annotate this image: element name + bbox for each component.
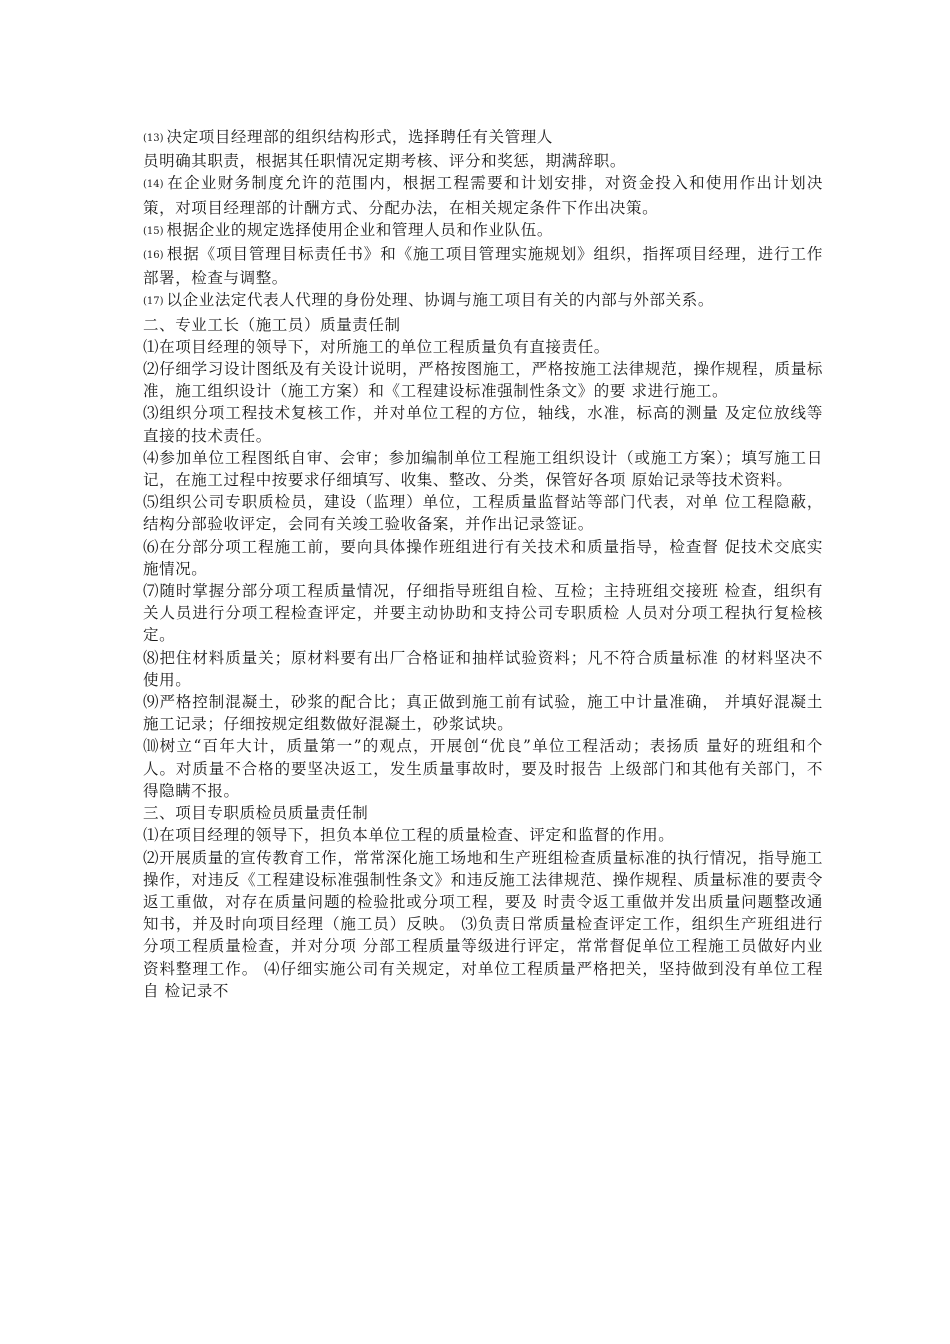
item-text: 员明确其职责，根据其任职情况定期考核、评分和奖惩，期满辞职。 xyxy=(143,152,627,171)
list-item xyxy=(143,824,823,846)
item-text: 参加单位工程图纸自审、会审；参加编制单位工程施工组织设计（或施工方案）；填写施工日记，在施工过程中按要求仔细填写、收集、整改、分类，保管好各项 原始记录等技术资料。 xyxy=(143,448,823,490)
section-heading xyxy=(143,314,823,336)
list-item xyxy=(143,289,823,313)
list-item xyxy=(143,447,823,491)
item-number: ⑸ xyxy=(143,493,160,512)
item-text: 在项目经理的领导下，对所施工的单位工程质量负有直接责任。 xyxy=(159,337,610,356)
item-text: 把住材料质量关；原材料要有出厂合格证和抽样试验资料；凡不符合质量标准 的材料坚决不使用。 xyxy=(143,648,823,689)
item-text: 随时掌握分部分项工程质量情况，仔细指导班组自检、互检；主持班组交接班 检查，组织有关人员进行分项工程检查评定，并要主动协助和支持公司专职质检 人员对分项工程执行复检核定。 xyxy=(143,582,823,645)
item-number: ⑺ xyxy=(143,582,160,601)
item-number: (14) xyxy=(143,179,164,191)
list-item xyxy=(143,691,823,735)
item-text: 决定项目经理部的组织结构形式，选择聘任有关管理人 xyxy=(166,128,553,146)
item-number: ⑼ xyxy=(143,693,160,712)
item-text: 组织分项工程技术复核工作，并对单位工程的方位，轴线，水准，标高的测量 及定位放线等直接的技术责任。 xyxy=(143,404,823,445)
item-text: 二、专业工长（施工员）质量责任制 xyxy=(143,315,401,334)
item-text: 在项目经理的领导下，担负本单位工程的质量检查、评定和监督的作用。 xyxy=(159,826,675,845)
item-text: 开展质量的宣传教育工作，常常深化施工场地和生产班组检查质量标准的执行情况，指导施工操作，对违反《工程建设标准强制性条文》和违反施工法律规范、操作规程、质量标准的要责令返工重做，对存在质量问题的检验批或分项工程，要及 时责令返工重做并发出质量问题整改通知书，并及时向项目经理（施工员）反映。 ⑶负责日常质量检查评定工作，组织生产班组进行分项工程质量检查，并对分项 分部工程质量等级进行评定，常常督促单位工程施工员做好内业资料整理工作。 ⑷仔细实施公司有关规定，对单位工程质量严格把关，坚持做到没有单位工程自 检记录不 xyxy=(143,848,823,1000)
item-number: ⑴ xyxy=(143,337,160,356)
list-item xyxy=(143,735,823,802)
item-text: 树立“百年大计，质量第一”的观点，开展创“优良”单位工程活动；表扬质 量好的班组和个人。对质量不合格的要坚决返工，发生质量事故时，要及时报告 上级部门和其他有关部门，不得隐瞒不报。 xyxy=(143,737,823,800)
list-item xyxy=(143,491,823,535)
item-number: (16) xyxy=(143,250,164,262)
item-number: ⑵ xyxy=(143,360,160,379)
item-text: 严格控制混凝土，砂浆的配合比；真正做到施工前有试验，施工中计量准确， 并填好混凝土施工记录；仔细按规定组数做好混凝土，砂浆试块。 xyxy=(143,693,823,734)
item-text: 根据《项目管理目标责任书》和《施工项目管理实施规划》组织，指挥项目经理，进行工作部署，检查与调整。 xyxy=(143,245,823,288)
item-number: ⑹ xyxy=(143,537,160,556)
list-item xyxy=(143,219,823,243)
list-item xyxy=(143,847,823,1002)
item-number: (17) xyxy=(143,296,164,308)
item-text: 组织公司专职质检员，建设（监理）单位，工程质量监督站等部门代表，对单 位工程隐蔽，结构分部验收评定，会同有关竣工验收备案，并作出记录签证。 xyxy=(143,493,823,534)
list-item xyxy=(143,336,823,358)
list-item xyxy=(143,647,823,691)
item-number: ⑻ xyxy=(143,648,160,667)
item-text: 以企业法定代表人代理的身份处理、协调与施工项目有关的内部与外部关系。 xyxy=(166,291,714,310)
item-number: ⑶ xyxy=(143,404,160,423)
section-heading xyxy=(143,802,823,824)
item-number: (13) xyxy=(143,133,164,144)
item-text: 在企业财务制度允许的范围内，根据工程需要和计划安排，对资金投入和使用作出计划决策，对项目经理部的计酬方式、分配办法，在相关规定条件下作出决策。 xyxy=(143,174,823,217)
item-number: ⑷ xyxy=(143,448,160,467)
list-item xyxy=(143,243,823,289)
list-item xyxy=(143,358,823,402)
document-body xyxy=(143,126,823,1002)
item-number: ⑴ xyxy=(143,826,160,845)
item-number: (15) xyxy=(143,225,164,237)
list-item xyxy=(143,402,823,446)
item-text: 三、项目专职质检员质量责任制 xyxy=(143,804,369,823)
list-item xyxy=(143,172,823,218)
list-item xyxy=(143,150,823,172)
list-item xyxy=(143,536,823,580)
item-number: ⑵ xyxy=(143,848,160,867)
list-item xyxy=(143,580,823,647)
item-text: 在分部分项工程施工前，要向具体操作班组进行有关技术和质量指导，检查督 促技术交底实施情况。 xyxy=(143,537,823,578)
item-text: 仔细学习设计图纸及有关设计说明，严格按图施工，严格按施工法律规范，操作规程，质量标准，施工组织设计（施工方案）和《工程建设标准强制性条文》的要 求进行施工。 xyxy=(143,360,823,401)
item-text: 根据企业的规定选择使用企业和管理人员和作业队伍。 xyxy=(166,220,553,239)
item-number: ⑽ xyxy=(143,737,160,756)
list-item xyxy=(143,126,823,150)
